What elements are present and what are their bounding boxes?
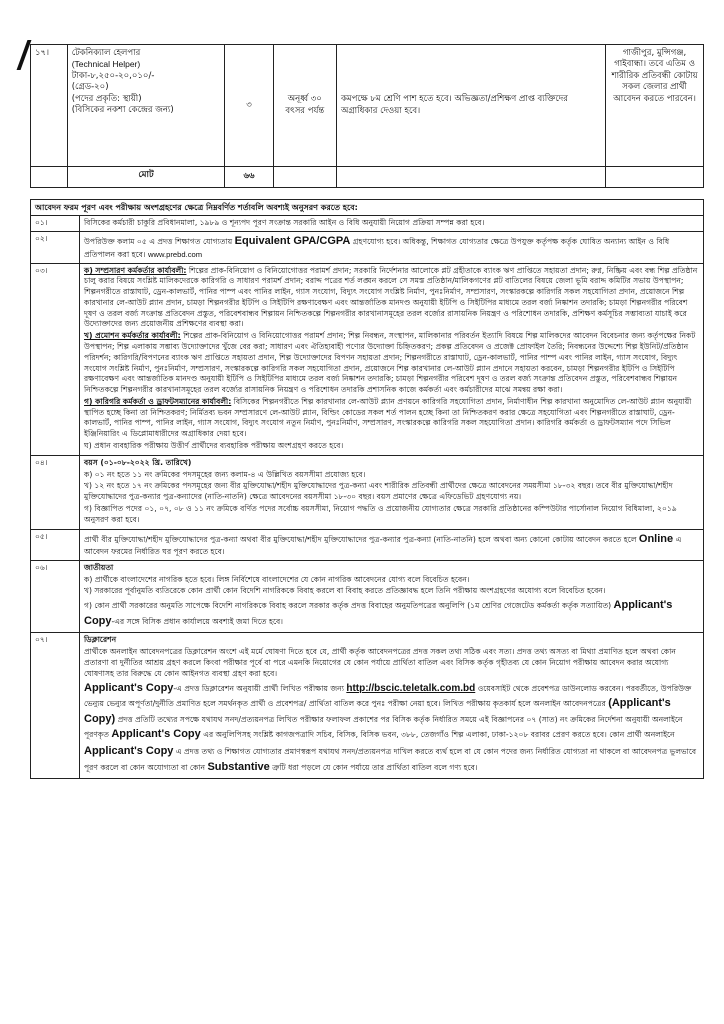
nationality-heading: জাতীয়তা xyxy=(84,562,114,572)
applicant-copy-term: Applicant's Copy xyxy=(84,599,673,627)
grade: (গ্রেড-২০) xyxy=(71,82,109,93)
condition-row xyxy=(31,560,704,633)
pay-scale: টাকা-৮,২৫০-২০,০১০/- xyxy=(71,70,155,81)
duty-label: গ) কারিগরি কর্মকর্তা ও ড্রাফটসম্যানের কার্যাবলী: xyxy=(84,396,232,406)
age-line: খ) ১২ নং হতে ১৭ নং ক্রমিকের পদসমূহের জন্য বীর মুক্তিযোদ্ধা/শহীদ মুক্তিযোদ্ধাদের পুত্র-কন্যা এবং শারীরিক প্রতিবন্ধী প্রার্থীদের ক্ষেত্রে আবেদনের সময়সীমা ১৮-৩২ বছর। তবে বীর মুক্তিযোদ্ধা/শহীদ মুক্তিযোদ্ধাদের পুত্র-কন্যার পুত্র-কন্যাদের (নাতি-নাতনি) ক্ষেত্রে আবেদনের বয়সসীমা ১৮-৩০ বছর। বয়স প্রমাণের ক্ষেত্রে এফিডেভিট গ্রহণযোগ্য নয়। xyxy=(84,481,673,502)
post-name-bn: টেকনিক্যাল হেলপার xyxy=(71,48,141,58)
conditions-title: আবেদন ফরম পূরণ এবং পরীক্ষায় অংশগ্রহণের ক্ষেত্রে নিম্নবর্ণিত শর্তাবলি অবশ্যই অনুসরণ করতে হবে: xyxy=(31,200,704,216)
conditions-table xyxy=(30,199,704,779)
text-part: ত্রুটি ধরা পড়লে যে কোন পর্যায়ে তার প্রার্থিতা বাতিল বলে গণ্য হবে। xyxy=(272,762,478,772)
condition-serial: ০৩। xyxy=(31,263,80,455)
districts: গাজীপুর, মুন্সিগঞ্জ, গাইবান্ধা। তবে এতিম ও শারীরিক প্রতিবন্ধী কোটায় সকল জেলার প্রার্থী আবেদন করতে পারবেন। xyxy=(606,45,704,167)
condition-serial: ০৫। xyxy=(31,529,80,560)
condition-serial: ০৭। xyxy=(31,633,80,779)
declaration-text xyxy=(84,681,699,743)
text-part: -এর সঙ্গে বিসিক প্রধান কার্যালয়ে অবশ্যই জমা দিতে হবে। xyxy=(111,616,283,626)
duties-promotion-officer xyxy=(84,331,699,396)
condition-text xyxy=(80,455,704,529)
gpa-term: Equivalent GPA/CGPA xyxy=(234,235,351,248)
duty-text: শিল্পের প্রাক-বিনিয়োগ ও বিনিয়োগোত্তর পরামর্শ প্রদান; শিল্প নিবন্ধন, সংস্থাপন, মালিকানার পরিবর্তন ইত্যাদি বিষয়ে শিল্প মালিকদের আবেদন বিবেচনার জন্য কর্তৃপক্ষের নিকট উপস্থাপন; শিল্প এলাকায় সম্ভাব্য উদ্যোক্তাদের খুঁজে বের করা; সাধারণ এবং ঐতিহ্যবাহী পণ্যের উদ্যোক্তা চিহ্নিতকরণ; প্রকল্প প্রতিবেদন ও প্রজেক্ট প্রোফাইল তৈরি; নিবন্ধনের উদ্দেশ্যে শিল্প ইউনিট/প্রতিষ্ঠান পরিদর্শন; কারিগরি/বিপণনের ব্যাংক ঋণ প্রাপ্তিতে সহায়তা প্রদান, শিল্প উদ্যোক্তাদের বিপণন সহায়তা প্রদান; শিল্পনগরীতে রাস্তাঘাট, ড্রেন-কালভার্ট, পানির পাম্প এবং পানির লাইন, গ্যাস সংযোগ, বিদ্যুৎ সংযোগ সংশ্লিষ্ট নির্মাণ, পুনঃনির্মাণ, সম্প্রসারণ, সংস্কারকল্পে কারিগরি সকল সহযোগিতা প্রদান, প্রয়োজনে শিল্প কারখানার লে-আউট প্ল্যান প্রদানে সহায়তা করবেন, চামড়া শিল্পনগরীর ইটিপি ও সিইটিপি রক্ষণাবেক্ষণ এবং আন্তর্জাতিক মানদণ্ড অনুযায়ী ইটিপি ও সিইটিপির মাধ্যমে তরল বর্জ্য নিষ্কাশন তদারকি; চামড়া শিল্পনগরীর পরিবেশ দূষণ ও তরল বর্জ্য সংক্রান্ত প্রতিবেদন প্রস্তুত, পরিবেশবান্ধব শিল্পায়ন নিশ্চিতকল্পে শিল্পনগরীর কারখানাসমূহের তরল বর্জ্যের রাসায়নিক নিয়ন্ত্রণ ও পরিশোধন তদারকি প্রশাসনিক কাজে কর্মকর্তা এবং কর্মচারীদের মাঝে সমন্বয় রক্ষা করা। xyxy=(84,331,696,395)
text-part: এ আবেদন ফরমের নির্ধারিত ঘর পূরণ করতে হবে। xyxy=(84,534,682,557)
condition-row xyxy=(31,529,704,560)
text-part: প্রদত্ত প্রতিটি তথ্যের সপক্ষে যথাযথ সনদ/প্রত্যয়নপত্র লিখিত পরীক্ষার ফলাফল প্রকাশের পর বিসিক কর্তৃক নির্ধারিত সময়ে এই বিজ্ঞাপনের ০৭ (সাত) নং ক্রমিকের নির্দেশনা অনুযায়ী অনলাইনে পূরণকৃত xyxy=(84,714,683,740)
nationality-line xyxy=(84,598,699,629)
declaration-heading: ডিক্লারেশন xyxy=(84,635,117,645)
teletalk-link[interactable]: http://bscic.teletalk.com.bd xyxy=(346,682,476,694)
post-nature: (পদের প্রকৃতি: স্থায়ী) xyxy=(71,93,142,104)
serial-cell: ১৭। xyxy=(31,45,68,167)
post-cell xyxy=(67,45,225,167)
duties-extension-officer xyxy=(84,266,699,331)
condition-text xyxy=(80,560,704,633)
condition-row xyxy=(31,232,704,263)
post-count: ৩ xyxy=(225,45,273,167)
nationality-line: ক) প্রার্থীকে বাংলাদেশের নাগরিক হতে হবে। লিঙ্গ নির্বিশেষে বাংলাদেশের যে কোন নাগরিক আবেদনের যোগ্য বলে বিবেচিত হবেন। xyxy=(84,574,470,584)
watermark-text: www.prebd.com xyxy=(148,249,203,259)
applicant-copy-term: (Applicant's Copy) xyxy=(84,697,671,725)
condition-text xyxy=(80,232,704,263)
age-heading: বয়স (০১-০৮-২০২২ খ্রি. তারিখে) xyxy=(84,457,192,467)
declaration-text xyxy=(84,744,699,775)
condition-text xyxy=(80,263,704,455)
total-row xyxy=(31,167,704,188)
table-row xyxy=(31,45,704,167)
job-table xyxy=(30,44,704,188)
condition-text xyxy=(80,633,704,779)
age-line: ক) ০১ নং হতে ১১ নং ক্রমিকের পদসমূহের জন্য কলাম-৪ এ উল্লিখিত বয়সসীমা প্রযোজ্য হবে। xyxy=(84,469,366,479)
condition-row xyxy=(31,633,704,779)
total-label: মোট xyxy=(67,167,225,188)
duty-label: খ) প্রমোশন কর্মকর্তার কার্যাবলী: xyxy=(84,331,181,341)
qualification: কমপক্ষে ৮ম শ্রেণি পাশ হতে হবে। অভিজ্ঞতা/প্রশিক্ষণ প্রাপ্ত ব্যক্তিদের অগ্রাধিকার দেওয়া হবে। xyxy=(336,45,605,167)
post-name-en: (Technical Helper) xyxy=(71,59,141,70)
condition-serial: ০২। xyxy=(31,232,80,263)
duties-technical-officer xyxy=(84,397,699,440)
duty-label: ক) সম্প্রসারণ কর্মকর্তার কার্যাবলী: xyxy=(84,265,187,275)
duty-text: বিসিকের শিল্পনগরীতে শিল্প কারখানার লে-আউট প্ল্যান প্রণয়নে কারিগরি সহযোগিতা প্রদান, নির্মাণাধীন শিল্প কারখানা অনুমোদিত লে-আউট প্ল্যান অনুযায়ী স্থাপিত হচ্ছে কিনা তা নিশ্চিতকরণ; নির্মিতব্য ভবন সম্প্রসারণে লে-আউট প্ল্যান, বিল্ডিং কোডের সকল শর্ত পালন হচ্ছে কিনা তা নিশ্চিতকরণ করার ক্ষেত্রে সহযোগিতা এবং শিল্পনগরীতে রাস্তাঘাট, ড্রেন-কালভার্ট, পানির পাম্প, পানির লাইন, গ্যাস সংযোগ, বিদ্যুৎ সংযোগ নতুন নির্মাণ, পুনঃনির্মাণ, সম্প্রসারণ, সংস্কারকল্পে কারিগরি সকল সহযোগিতা প্রদান। কারিগরি কর্মকর্তা ও ড্রাফটসম্যান পদে সিভিল ইঞ্জিনিয়ারিং এ ডিপ্লোমাধারীদের অগ্রাধিকার দেয়া হবে। xyxy=(84,396,692,439)
condition-row xyxy=(31,263,704,455)
duty-text: শিল্পের প্রাক-বিনিয়োগ ও বিনিয়োগোত্তর পরামর্শ প্রদান; সরকারি নির্দেশনার আলোকে প্লট গ্রহীতাকে ব্যাংক ঋণ প্রাপ্তিতে সহায়তা প্রদান; রুগ্ন, নিষ্ক্রিয় এবং বন্ধ শিল্প প্রতিষ্ঠান চালু করার বিষয়ে সংশ্লিষ্ট মালিকদেরকে কারিগরি ও সাধারণ পরামর্শ প্রদান; বরাদ্দ পত্রের শর্ত লঙ্ঘন করলে সে সমস্ত প্রতিষ্ঠান/মালিকগণের প্লট বাতিলের বিষয়ে জেলা ভূমি বরাদ্দ কমিটির সভায় উপস্থাপন; শিল্পনগরীতে রাস্তাঘাট, ড্রেন-কালভার্ট, পানির পাম্প এবং পানির লাইন, গ্যাস সংযোগ, বিদ্যুৎ সংযোগ সংশ্লিষ্ট নির্মাণ, পুনঃনির্মাণ, সম্প্রসারণ, সংস্কারকল্পে কারিগরি সকল সহযোগিতা প্রদান, প্রয়োজনে শিল্প কারখানার লে-আউট প্ল্যান প্রদান, চামড়া শিল্পনগরীর ইটিপি ও সিইটিপি রক্ষণাবেক্ষণ এবং আন্তর্জাতিক মানদণ্ড অনুযায়ী ইটিপি ও সিইটিপির মাধ্যমে তরল বর্জ্য নিষ্কাশন তদারকি; চামড়া শিল্পনগরীর পরিবেশ দূষণ ও তরল বর্জ্য সংক্রান্ত প্রতিবেদন প্রস্তুত, পরিবেশবান্ধব শিল্পায়ন নিশ্চিতকল্পে শিল্পনগরীর কারখানাসমূহের তরল বর্জ্যের রাসায়নিক নিয়ন্ত্রণ ও পরিশোধন তদারকি, প্রশিক্ষণ কর্মসূচির সম্ভাব্যতা যাচাই করে উদ্যোক্তাদের জন্য প্রয়োজনীয় প্রশিক্ষণের ব্যবস্থা করা। xyxy=(84,265,698,329)
post-unit: (বিসিকের নকশা কেন্দ্রের জন্য) xyxy=(71,105,174,116)
total-value: ৬৬ xyxy=(225,167,273,188)
text-part: উপরিউক্ত কলাম ০৫ এ প্রদত্ত শিক্ষাগত যোগ্যতায় xyxy=(84,237,233,247)
text-part: গ) কোন প্রার্থী সরকারের অনুমতি সাপেক্ষে বিদেশি নাগরিককে বিবাহ করলে সরকার কর্তৃক প্রদত্ত বিবাহের অনুমতিপত্রের অনুলিপি (১ম শ্রেণির গেজেটেড কর্মকর্তা কর্তৃক সত্যায়িত) xyxy=(84,601,612,611)
online-term: Online xyxy=(638,532,674,545)
condition-serial: ০৬। xyxy=(31,560,80,633)
applicant-copy-term: Applicant's Copy xyxy=(84,745,174,758)
text-part: -এ প্রদত্ত ডিক্লারেশন অনুযায়ী প্রার্থী লিখিত পরীক্ষায় জন্য xyxy=(173,683,344,693)
declaration-text: প্রার্থীকে অনলাইন আবেদনপত্রের ডিক্লারেশন অংশে এই মর্মে ঘোষণা দিতে হবে যে, প্রার্থী কর্তৃক আবেদনপত্রের প্রদত্ত সকল তথ্য সঠিক এবং সত্য। প্রদত্ত তথ্য অসত্য বা মিথ্যা প্রমাণিত হলে অথবা কোন প্রতারণা বা দুর্নীতির আশ্রয় গ্রহণ করলে কিংবা পরীক্ষার পূর্বে বা পরে এমনকি নিয়োগের যে কোন পর্যায়ে প্রার্থিতা বাতিল এবং বিসিক কর্তৃক গৃহীতব্য যে কোন নিয়োগ পরীক্ষায় আবেদন করার অযোগ্য ঘোষণাসহ তার বিরুদ্ধে যে কোন আইনগত ব্যবস্থা গ্রহণ করা হবে। xyxy=(84,647,676,678)
nationality-line: খ) সরকারের পূর্বানুমতি ব্যতিরেকে কোন প্রার্থী কোন বিদেশি নাগরিককে বিবাহ করলে বা বিবাহ করতে প্রতিজ্ঞাবদ্ধ হলে তিনি পরীক্ষায় অংশগ্রহণের অযোগ্য বলে বিবেচিত হবেন। xyxy=(84,586,606,596)
text-part: প্রার্থী বীর মুক্তিযোদ্ধা/শহীদ মুক্তিযোদ্ধাদের পুত্র-কন্যা অথবা বীর মুক্তিযোদ্ধা/শহীদ মুক্তিযোদ্ধাদের পুত্র-কন্যার পুত্র-কন্যা (নাতি-নাতনি) হলে অথবা অন্য কোনো কোটায় আবেদন করতে হলে xyxy=(84,534,637,544)
condition-serial: ০৪। xyxy=(31,455,80,529)
practical-exam-note: ঘ) প্রধান ব্যবহারিক পরীক্ষায় উত্তীর্ণ প্রার্থীদের ব্যবহারিক পরীক্ষায় অংশগ্রহণ করতে হবে। xyxy=(84,441,344,451)
applicant-copy-term: Applicant's Copy xyxy=(111,728,201,741)
condition-text xyxy=(80,529,704,560)
age-line: গ) বিজ্ঞাপিত পদের ০১, ০৭, ০৮ ও ১১ নং ক্রমিকে বর্ণিত পদের সর্বোচ্চ বয়সসীমা, নিয়োগ পদ্ধতি ও প্রয়োজনীয় যোগ্যতার ক্ষেত্রে সরকারি প্রতিষ্ঠানের কম্পিউটার পার্সোনাল নিয়োগ বিধিমালা, ২০১৯ অনুসরণ করা হবে। xyxy=(84,503,677,524)
applicant-copy-term: Applicant's Copy xyxy=(84,681,174,694)
text-part: ওয়েবসাইট থেকে প্রবেশপত্র ডাউনলোড করবেন। পরবর্তীতে, উপরিউক্ত ভেন্যুয় ভেন্যুর অপূর্ণতা/দুর্নীতি প্রমাণিত হলে সমর্থনকৃত প্রার্থী ও প্রবেশপত্র/ প্রার্থিতা বাতিল করে পুনঃ পরীক্ষা নেয়া হবে। লিখিত পরীক্ষায় কৃতকার্য হলে অনলাইন আবেদনপত্রের xyxy=(84,683,692,709)
text-part: এ প্রদত্ত তথ্য ও শিক্ষাগত যোগ্যতার প্রমাণস্বরূপ যথাযথ সনদ/প্রত্যয়নপত্র দাখিল করতে ব্যর্থ হলে বা যে কোন পদের জন্য নির্ধারিত যোগ্যতা না থাকলে বা আবেদনপত্র ভুলভাবে পূরণ করলে বা কোন অযোগ্যতা বা কোন xyxy=(84,747,697,772)
text-part: গ্রহণযোগ্য হবে। অধিকন্তু, শিক্ষাগত যোগ্যতার ক্ষেত্রে উপযুক্ত কর্তৃপক্ষ কর্তৃক ঘোষিত অন্যান্য আইন ও বিধি প্রতিপালন করা হবে। xyxy=(84,237,670,259)
condition-row xyxy=(31,216,704,232)
age-limit: অনূর্ধ্ব ৩০ বৎসর পর্যন্ত xyxy=(273,45,336,167)
condition-row xyxy=(31,455,704,529)
conditions-header-row xyxy=(31,200,704,216)
condition-serial: ০১। xyxy=(31,216,80,232)
substantive-term: Substantive xyxy=(207,760,270,773)
condition-text: বিসিকের কর্মচারী চাকুরি প্রবিধানমালা, ১৯৮৯ ও শূন্যপদ পূরণ সংক্রান্ত সরকারি আইন ও বিধি অনুযায়ী নিয়োগ প্রক্রিয়া সম্পন্ন করা হবে। xyxy=(80,216,704,232)
text-part: এর অনুলিপিসহ সংশ্লিষ্ট কাগজপত্রাদি সচিব, বিসিক, বিসিক ভবন, ৩৮৮, তেজগাঁও শিল্প এলাকা, ঢাকা-১২০৮ বরাবর প্রেরণ করতে হবে। কোন প্রার্থী অনলাইনে xyxy=(203,730,675,740)
